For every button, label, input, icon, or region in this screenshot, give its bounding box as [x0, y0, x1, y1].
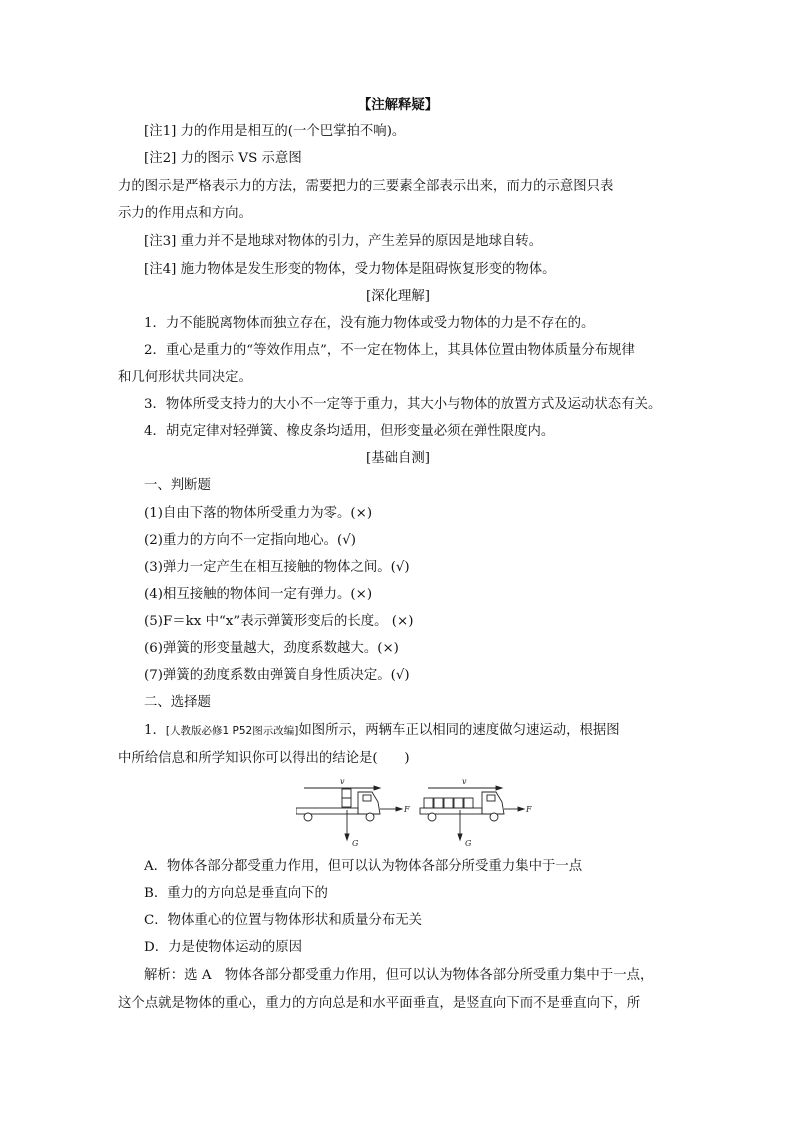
deep-item-3: 3．物体所受支持力的大小不一定等于重力，其大小与物体的放置方式及运动状态有关。	[144, 397, 662, 412]
analysis-line-2: 这个点就是物体的重心，重力的方向总是和水平面垂直，是竖直向下而不是垂直向下，所	[118, 996, 641, 1011]
force-arrow-head-left	[396, 807, 402, 811]
judge-item-2: (2)重力的方向不一定指向地心。(√)	[144, 533, 357, 548]
velocity-label-left: v	[340, 777, 345, 786]
truck-bed-left	[296, 808, 358, 814]
option-b: B．重力的方向总是垂直向下的	[144, 886, 328, 901]
cargo-box-left-top	[342, 789, 351, 798]
option-a: A．物体各部分都受重力作用，但可以认为物体各部分所受重力集中于一点	[144, 859, 583, 874]
velocity-label-right: v	[462, 777, 467, 786]
note-2-body-line-1: 力的图示是严格表示力的方法，需要把力的三要素全部表示出来，而力的示意图只表	[118, 179, 614, 194]
velocity-arrow-head-left	[374, 786, 380, 790]
wheel-right-rear	[428, 813, 436, 821]
cargo-box-right-5	[464, 798, 473, 808]
gravity-arrow-head-right	[458, 834, 462, 840]
note-1: [注1] 力的作用是相互的(一个巴掌拍不响)。	[144, 124, 406, 139]
option-c: C．物体重心的位置与物体形状和质量分布无关	[144, 913, 423, 928]
option-d: D．力是使物体运动的原因	[144, 940, 303, 955]
question-1-stem: 如图所示，两辆车正以相同的速度做匀速运动，根据图	[298, 723, 620, 738]
question-1-number: 1．	[144, 723, 166, 738]
gravity-arrow-head-left	[345, 834, 349, 840]
judge-item-6: (6)弹簧的形变量越大，劲度系数越大。(×)	[144, 641, 399, 656]
gravity-label-right: G	[465, 839, 472, 848]
deep-understanding-heading: [深化理解]	[365, 289, 430, 304]
judge-item-1: (1)自由下落的物体所受重力为零。(×)	[144, 506, 373, 521]
deep-item-1: 1．力不能脱离物体而独立存在，没有施力物体或受力物体的力是不存在的。	[144, 316, 595, 331]
judge-item-5: (5)F＝kx 中“x”表示弹簧形变后的长度。 (×)	[144, 614, 414, 629]
cab-window-left	[363, 795, 371, 801]
figure-svg	[296, 776, 536, 856]
note-4: [注4] 施力物体是发生形变的物体，受力物体是阻碍恢复形变的物体。	[144, 262, 556, 277]
wheel-left-front	[366, 813, 374, 821]
cargo-box-right-1	[424, 798, 433, 808]
truck-left	[296, 777, 410, 848]
section-choice-title: 二、选择题	[144, 695, 211, 710]
truck-bed-right	[420, 808, 482, 814]
two-trucks-figure	[296, 776, 536, 860]
gravity-label-left: G	[352, 839, 359, 848]
wheel-left-rear	[304, 813, 312, 821]
deep-item-2: 2．重心是重力的“等效作用点”，不一定在物体上，其具体位置由物体质量分布规律	[144, 343, 635, 358]
cargo-box-left	[342, 798, 351, 807]
cargo-box-right-2	[434, 798, 443, 808]
note-3: [注3] 重力并不是地球对物体的引力，产生差异的原因是地球自转。	[144, 234, 543, 249]
cargo-box-right-4	[454, 798, 463, 808]
force-label-right: F	[526, 805, 532, 814]
judge-item-7: (7)弹簧的劲度系数由弹簧自身性质决定。(√)	[144, 668, 410, 683]
section-judge-title: 一、判断题	[144, 478, 211, 493]
cab-window-right	[487, 795, 495, 801]
question-1-line-2: 中所给信息和所学知识你可以得出的结论是( )	[118, 751, 410, 766]
force-label-left: F	[404, 805, 410, 814]
cargo-box-right-3	[444, 798, 453, 808]
deep-item-4: 4．胡克定律对轻弹簧、橡皮条均适用，但形变量必须在弹性限度内。	[144, 424, 555, 439]
analysis-line-1: 解析：选 A 物体各部分都受重力作用，但可以认为物体各部分所受重力集中于一点，	[144, 968, 654, 983]
note-2-body-line-2: 示力的作用点和方向。	[118, 206, 252, 221]
deep-item-2-cont: 和几何形状共同决定。	[118, 370, 252, 385]
question-1-line-1	[144, 722, 620, 740]
notes-heading: 【注解释疑】	[357, 97, 439, 113]
note-2: [注2] 力的图示 VS 示意图	[144, 151, 302, 166]
velocity-arrow-head-right	[496, 786, 502, 790]
truck-right	[420, 777, 532, 848]
wheel-right-front	[490, 813, 498, 821]
question-1-source: [人教版必修1 P52图示改编]	[165, 725, 299, 737]
judge-item-3: (3)弹力一定产生在相互接触的物体之间。(√)	[144, 560, 410, 575]
judge-item-4: (4)相互接触的物体间一定有弹力。(×)	[144, 587, 373, 602]
force-arrow-head-right	[518, 807, 524, 811]
self-test-heading: [基础自测]	[365, 451, 430, 466]
